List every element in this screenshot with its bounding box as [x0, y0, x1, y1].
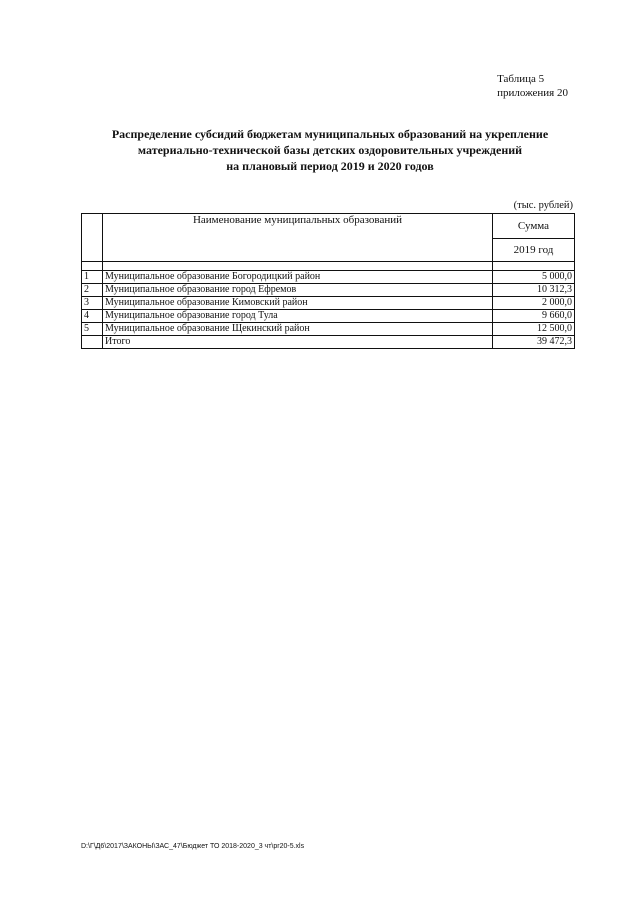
table-row: [82, 323, 575, 336]
row-value: 9 660,0: [493, 310, 575, 323]
total-number: [82, 336, 103, 349]
table-row: [82, 284, 575, 297]
table-total-row: [82, 336, 575, 349]
row-number: 4: [82, 310, 103, 323]
row-value: 5 000,0: [493, 271, 575, 284]
row-name: Муниципальное образование Кимовский район: [103, 297, 493, 310]
row-value: 2 000,0: [493, 297, 575, 310]
total-label: Итого: [103, 336, 493, 349]
appendix-number: приложения 20: [497, 87, 568, 99]
row-number: 2: [82, 284, 103, 297]
units-label: (тыс. рублей): [513, 200, 573, 211]
table-header-row: [82, 214, 575, 239]
table-spacer-row: [82, 262, 575, 271]
header-index-cell: [82, 214, 103, 262]
header-year: 2019 год: [493, 239, 575, 262]
table-number: Таблица 5: [497, 73, 545, 85]
row-number: 1: [82, 271, 103, 284]
total-value: 39 472,3: [493, 336, 575, 349]
row-value: 10 312,3: [493, 284, 575, 297]
title-line-1: Распределение субсидий бюджетам муниципальных образований на укрепление: [111, 127, 549, 141]
row-name: Муниципальное образование город Тула: [103, 310, 493, 323]
row-number: 3: [82, 297, 103, 310]
table-row: [82, 310, 575, 323]
table-reference: [497, 72, 568, 100]
title-line-3: на плановый период 2019 и 2020 годов: [226, 159, 434, 173]
row-name: Муниципальное образование город Ефремов: [103, 284, 493, 297]
header-name: Наименование муниципальных образований: [103, 214, 493, 262]
row-name: Муниципальное образование Богородицкий район: [103, 271, 493, 284]
row-name: Муниципальное образование Щекинский район: [103, 323, 493, 336]
file-path-footer: D:\Г\Д6\2017\ЗАКОНЫ\ЗАС_47\Бюджет ТО 2018-2020_3 чт\pr20-5.xls: [81, 843, 305, 850]
row-value: 12 500,0: [493, 323, 575, 336]
title-line-2: материально-технической базы детских оздоровительных учреждений: [137, 143, 523, 157]
subsidy-table: [81, 213, 575, 349]
row-number: 5: [82, 323, 103, 336]
table-row: [82, 297, 575, 310]
table-row: [82, 271, 575, 284]
document-title: [60, 126, 600, 174]
header-sum: Сумма: [493, 214, 575, 239]
